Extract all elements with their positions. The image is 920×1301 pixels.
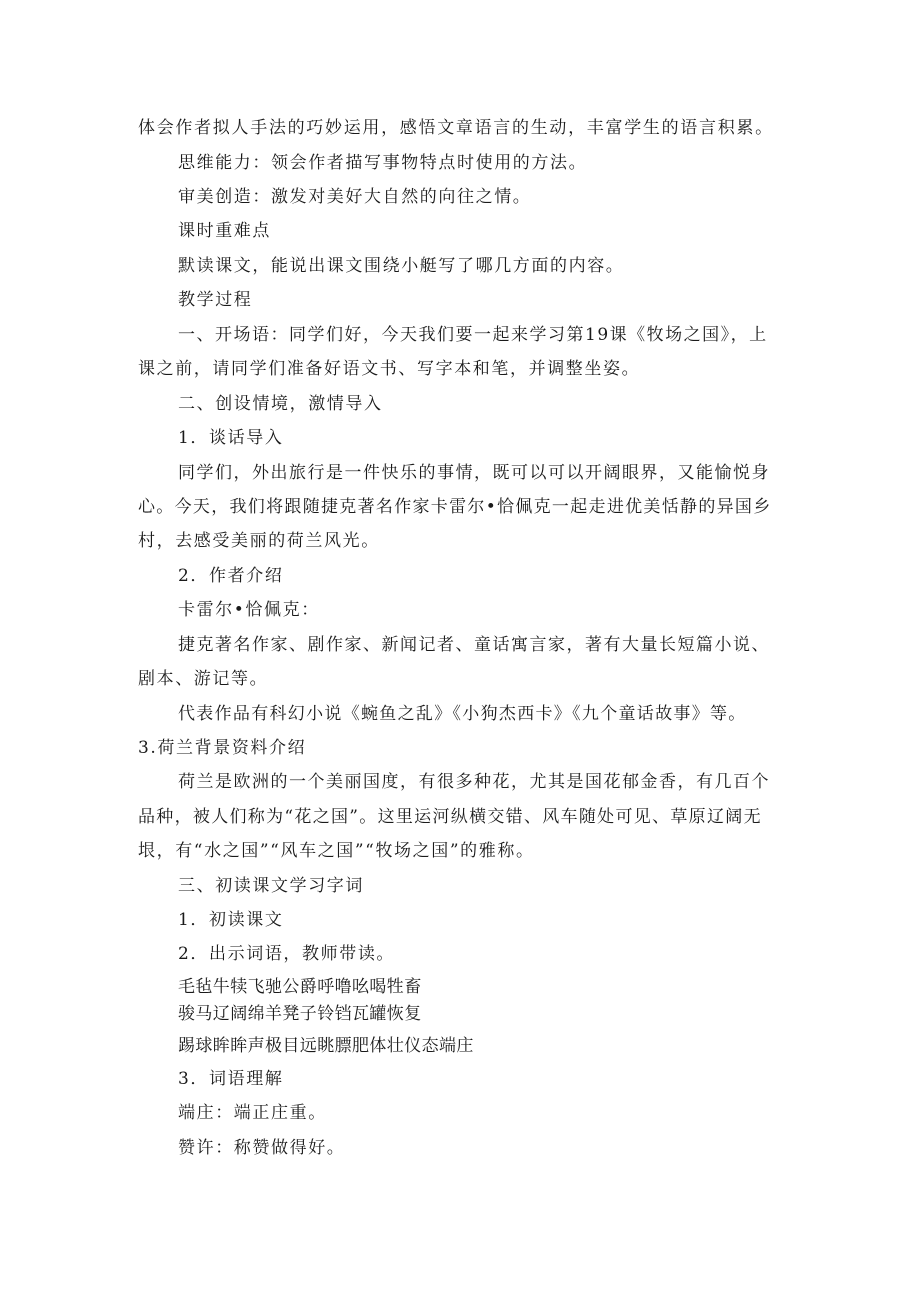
section-heading: 课时重难点 [178,221,271,241]
text-line: 心。今天，我们将跟随捷克著名作家卡雷尔•恰佩克一起走进优美恬静的异国乡 [138,497,772,517]
text-line: 体会作者拟人手法的巧妙运用，感悟文章语言的生动，丰富学生的语言积累。 [138,118,774,138]
text-line: 一、开场语：同学们好，今天我们要一起来学习第19课《牧场之国》，上 [178,325,768,345]
text-line: 默读课文，能说出课文围绕小艇写了哪几方面的内容。 [178,256,625,276]
vocab-line: 骏马辽阔绵羊凳子铃铛瓦罐恢复 [178,1004,422,1024]
text-line: 捷克著名作家、剧作家、新闻记者、童话寓言家，著有大量长短篇小说、 [178,635,770,655]
subsection-heading: 1．初读课文 [178,910,284,930]
vocab-line: 踢球眸眸声极目远眺膘肥体壮仪态端庄 [178,1036,474,1056]
subsection-heading: 3．词语理解 [178,1069,284,1089]
section-heading: 二、创设情境，激情导入 [178,394,383,414]
text-line: 荷兰是欧洲的一个美丽国度，有很多种花，尤其是国花郁金香，有几百个 [178,772,770,792]
subsection-heading: 2．出示词语，教师带读。 [178,944,396,964]
section-heading: 三、初读课文学习字词 [178,876,364,896]
text-line: 端庄：端正庄重。 [178,1103,327,1123]
text-line: 代表作品有科幻小说《蜿鱼之乱》《小狗杰西卡》《九个童话故事》等。 [178,704,747,724]
text-line: 同学们，外出旅行是一件快乐的事情，既可以可以开阔眼界，又能愉悦身 [178,463,770,483]
vocab-line: 毛毡牛犊飞驰公爵呼噜吆喝牲畜 [178,977,422,997]
text-line: 思维能力：领会作者描写事物特点时使用的方法。 [178,153,588,173]
subsection-heading: 1．谈话导入 [178,428,284,448]
section-heading: 教学过程 [178,290,253,310]
text-line: 品种，被人们称为“花之国”。这里运河纵横交错、风车随处可见、草原辽阔无 [138,807,762,827]
text-line: 剧本、游记等。 [138,669,269,689]
text-line: 赞许：称赞做得好。 [178,1138,346,1158]
text-line: 课之前，请同学们准备好语文书、写字本和笔，并调整坐姿。 [138,359,641,379]
text-line: 村，去感受美丽的荷兰风光。 [138,531,380,551]
subsection-heading: 3.荷兰背景资料介绍 [138,738,307,758]
text-line: 审美创造：激发对美好大自然的向往之情。 [178,187,532,207]
text-line: 垠，有“水之国”“风车之国”“牧场之国”的雅称。 [138,841,535,861]
text-line: 卡雷尔•恰佩克： [178,600,320,620]
subsection-heading: 2．作者介绍 [178,566,284,586]
